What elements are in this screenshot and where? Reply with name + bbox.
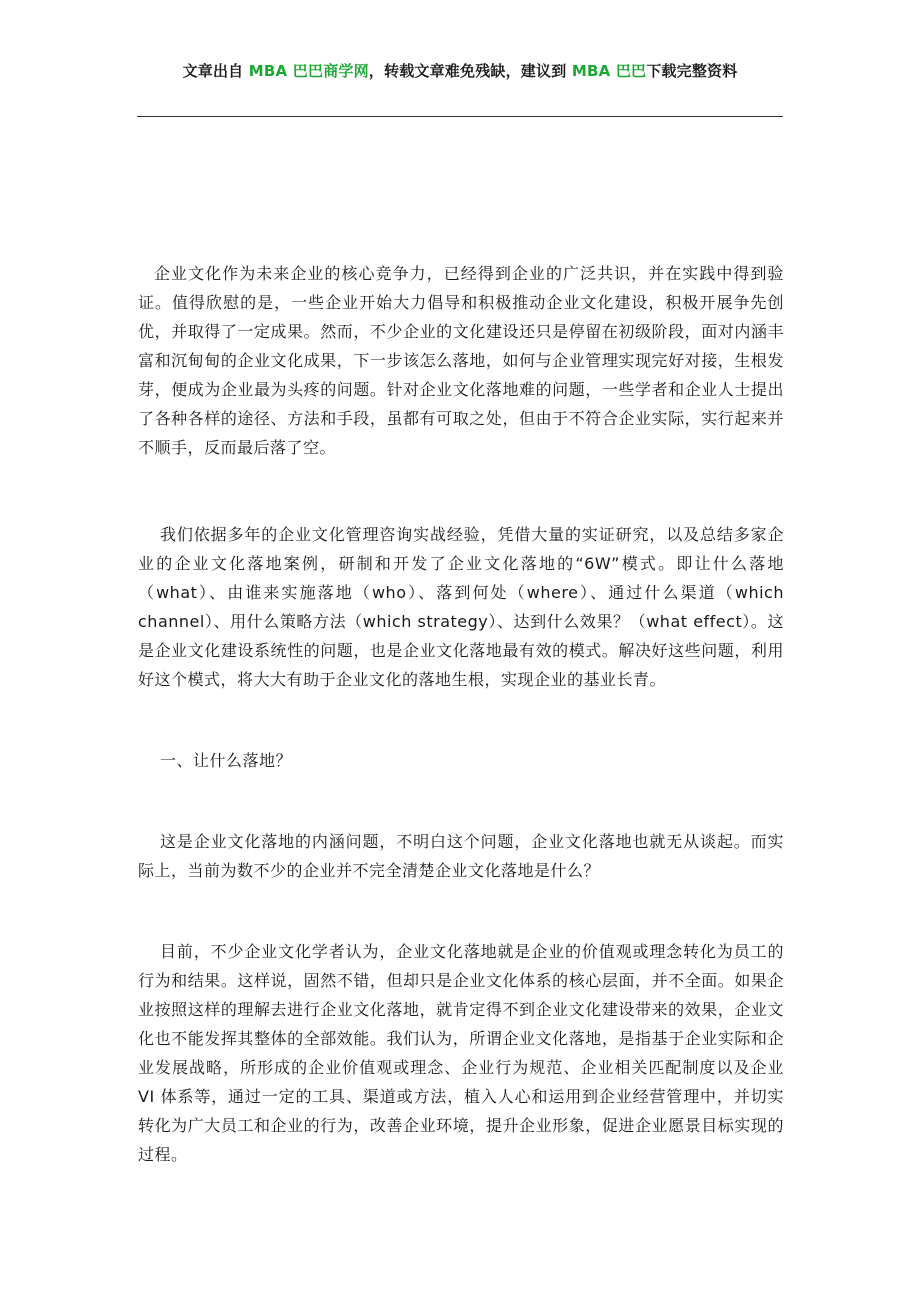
paragraph-intro: 企业文化作为未来企业的核心竞争力，已经得到企业的广泛共识，并在实践中得到验证。值得欣慰的是，一些企业开始大力倡导和积极推动企业文化建设，积极开展争先创优，并取得了一定成果。然而，不少企业的文化建设还只是停留在初级阶段，面对内涵丰富和沉甸甸的企业文化成果，下一步该怎么落地，如何与企业管理实现完好对接，生根发芽，便成为企业最为头疼的问题。针对企业文化落地难的问题，一些学者和企业人士提出了各种各样的途径、方法和手段，虽都有可取之处，但由于不符合企业实际，实行起来并不顺手，反而最后落了空。 — [138, 264, 784, 457]
section-heading-what: 一、让什么落地？ — [160, 751, 293, 770]
header-text-2: ，转载文章难免残缺，建议到 — [368, 62, 572, 80]
paragraph-6w-model: 我们依据多年的企业文化管理咨询实战经验，凭借大量的实证研究，以及总结多家企业的企业文化落地案例，研制和开发了企业文化落地的“6W”模式。即让什么落地（what）、由谁来实施落地（who）、落到何处（where）、通过什么渠道（which channel）、用什么策略方法（which strategy）、达到什么效果？（what effect）。这是企业文化建设系统性的问题，也是企业文化落地最有效的模式。解决好这些问题，利用好这个模式，将大大有助于企业文化的落地生根，实现企业的基业长青。 — [138, 525, 784, 689]
source-notice-header — [0, 60, 920, 81]
article-body — [138, 259, 784, 1169]
brand-link-mba-baba[interactable]: MBA 巴巴 — [571, 62, 647, 80]
header-text-3: 下载完整资料 — [646, 62, 738, 80]
paragraph-definition: 目前，不少企业文化学者认为，企业文化落地就是企业的价值观或理念转化为员工的行为和结果。这样说，固然不错，但却只是企业文化体系的核心层面，并不全面。如果企业按照这样的理解去进行企业文化落地，就肯定得不到企业文化建设带来的效果，企业文化也不能发挥其整体的全部效能。我们认为，所谓企业文化落地，是指基于企业实际和企业发展战略，所形成的企业价值观或理念、企业行为规范、企业相关匹配制度以及企业 VI 体系等，通过一定的工具、渠道或方法，植入人心和运用到企业经营管理中，并切实转化为广大员工和企业的行为，改善企业环境，提升企业形象，促进企业愿景目标实现的过程。 — [138, 942, 784, 1164]
brand-link-mba-babashangxue[interactable]: MBA 巴巴商学网 — [248, 62, 369, 80]
header-divider — [137, 116, 783, 117]
header-text-1: 文章出自 — [182, 62, 249, 80]
paragraph-connotation: 这是企业文化落地的内涵问题，不明白这个问题，企业文化落地也就无从谈起。而实际上，当前为数不少的企业并不完全清楚企业文化落地是什么？ — [138, 832, 784, 880]
